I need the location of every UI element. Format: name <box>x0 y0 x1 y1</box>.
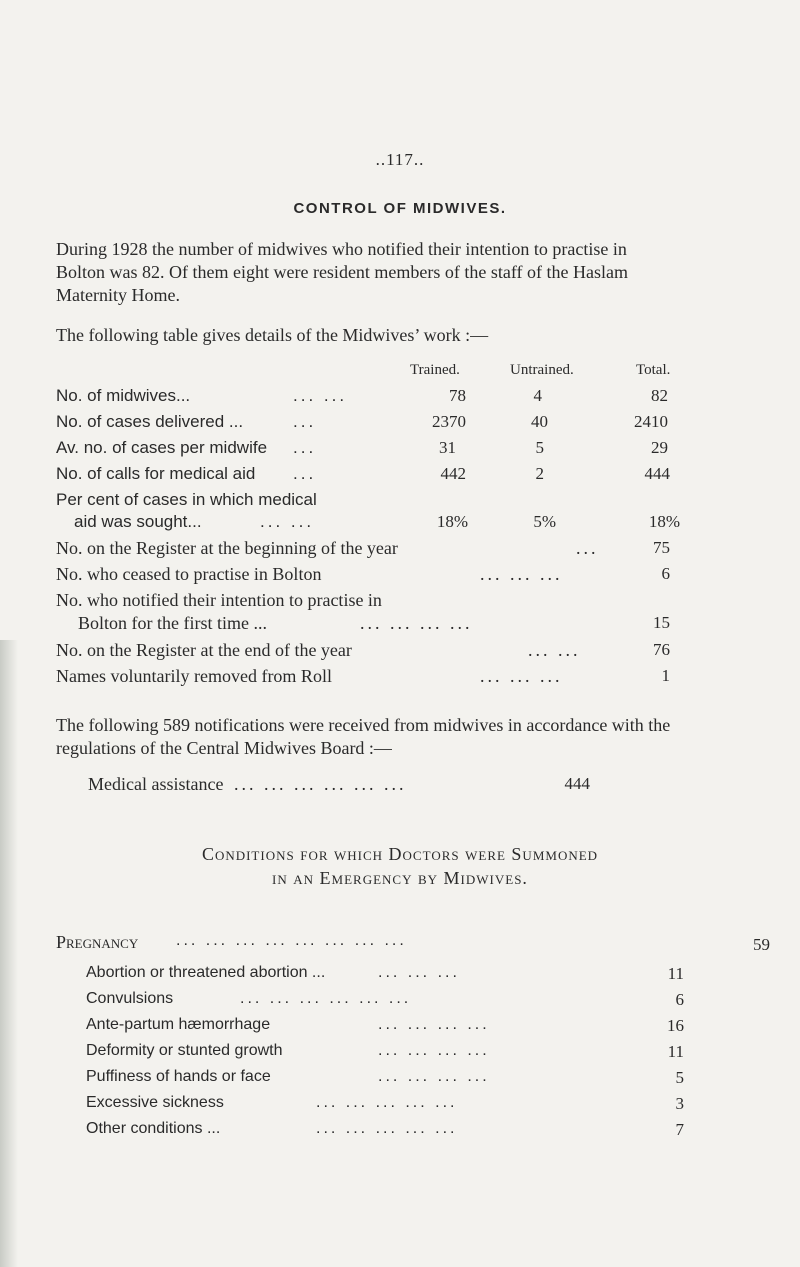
cell-total: 2410 <box>634 412 668 431</box>
leader-dots: ... ... <box>293 386 348 405</box>
list-item-value: 6 <box>675 990 684 1009</box>
cell-total: 18% <box>648 512 680 531</box>
list-item-label: Bolton for the first time ... <box>78 613 267 633</box>
leader-dots: ... ... ... ... ... <box>316 1094 458 1111</box>
cell-total: 444 <box>644 464 670 483</box>
table-row-label: No. of calls for medical aid <box>56 464 256 483</box>
intro-paragraph: During 1928 the number of midwives who notified their intention to practise in Bolton was 82. Of them eight were resident members of the staff of the Haslam Maternity Home. <box>56 239 629 305</box>
leader-dots: ... ... ... ... <box>360 613 473 633</box>
list-item-value: 6 <box>661 564 670 583</box>
leader-dots: ... <box>576 538 599 558</box>
list-item-label: Abortion or threatened abortion ... <box>86 964 326 981</box>
list-item-label-line1: No. who notified their intention to practise in <box>56 590 382 610</box>
list-item-label: No. on the Register at the end of the year <box>56 640 352 660</box>
header-trained: Trained. <box>410 362 460 378</box>
leader-dots: ... ... ... ... ... ... <box>240 990 412 1007</box>
list-item-value: 3 <box>675 1094 684 1113</box>
leader-dots: ... ... ... ... <box>378 1016 490 1033</box>
medical-assistance-label: Medical assistance <box>88 774 224 794</box>
notifications-paragraph: The following 589 notifications were received from midwives in accordance with the regulations of the Central Midwives Board :— <box>56 715 671 758</box>
leader-dots: ... <box>293 438 317 457</box>
table-row-label: No. of cases delivered ... <box>56 412 244 431</box>
cell-trained: 31 <box>439 438 456 457</box>
cell-trained: 78 <box>449 386 466 405</box>
leader-dots: ... ... ... ... <box>378 1042 490 1059</box>
list-item-value: 1 <box>661 666 670 685</box>
cell-total: 29 <box>651 438 668 457</box>
cell-untrained: 4 <box>533 386 542 405</box>
page-shadow <box>0 640 18 1267</box>
list-item-value: 16 <box>667 1016 684 1035</box>
pregnancy-label: Pregnancy <box>56 932 139 952</box>
list-item-label: Excessive sickness <box>86 1094 224 1111</box>
list-item-label: Puffiness of hands or face <box>86 1068 271 1085</box>
leader-dots: ... ... ... ... <box>378 1068 490 1085</box>
list-item-value: 5 <box>675 1068 684 1087</box>
list-item-label: Convulsions <box>86 990 174 1007</box>
list-item-value: 7 <box>675 1120 684 1139</box>
list-item-value: 75 <box>653 538 670 557</box>
header-total: Total. <box>636 362 671 378</box>
list-item-value: 11 <box>667 1042 684 1061</box>
leader-dots: ... ... ... ... ... ... <box>234 774 407 794</box>
leader-dots: ... <box>293 412 317 431</box>
leader-dots: ... ... ... <box>480 564 563 584</box>
leader-dots: ... ... <box>528 640 581 660</box>
leader-dots: ... <box>293 464 317 483</box>
medical-assistance-value: 444 <box>564 774 590 793</box>
list-item-label: Names voluntarily removed from Roll <box>56 666 332 686</box>
list-item-label: Deformity or stunted growth <box>86 1042 283 1059</box>
table-row-label: aid was sought... <box>74 512 202 531</box>
page-title: CONTROL OF MIDWIVES. <box>293 200 507 217</box>
list-item-label: Other conditions ... <box>86 1120 221 1137</box>
list-item-label: Ante-partum hæmorrhage <box>86 1016 271 1033</box>
leader-dots: ... ... ... <box>480 666 563 686</box>
header-untrained: Untrained. <box>510 362 574 378</box>
cell-trained: 18% <box>436 512 468 531</box>
conditions-heading-line2: in an Emergency by Midwives. <box>272 868 528 888</box>
cell-untrained: 5% <box>533 512 556 531</box>
leader-dots: ... ... ... ... ... <box>316 1120 458 1137</box>
list-item-value: 76 <box>653 640 670 659</box>
page-number: ..117.. <box>375 150 425 169</box>
leader-dots: ... ... ... ... ... ... ... ... <box>176 932 407 949</box>
cell-untrained: 2 <box>535 464 544 483</box>
table-row-label: No. of midwives... <box>56 386 191 405</box>
table-intro: The following table gives details of the Midwives’ work :— <box>56 325 489 345</box>
table-row-label-line1: Per cent of cases in which medical <box>56 490 317 509</box>
list-item-value: 15 <box>653 613 670 632</box>
table-row-label: Av. no. of cases per midwife <box>56 438 268 457</box>
leader-dots: ... ... <box>260 512 315 531</box>
cell-total: 82 <box>651 386 668 405</box>
list-item-label: No. who ceased to practise in Bolton <box>56 564 322 584</box>
cell-untrained: 5 <box>535 438 544 457</box>
conditions-heading: Conditions for which Doctors were Summoned <box>201 844 599 864</box>
list-item-value: 11 <box>667 964 684 983</box>
cell-trained: 2370 <box>432 412 466 431</box>
list-item-label: No. on the Register at the beginning of the year <box>56 538 398 558</box>
pregnancy-total: 59 <box>753 935 770 954</box>
leader-dots: ... ... ... <box>378 964 460 981</box>
cell-trained: 442 <box>440 464 466 483</box>
cell-untrained: 40 <box>531 412 548 431</box>
